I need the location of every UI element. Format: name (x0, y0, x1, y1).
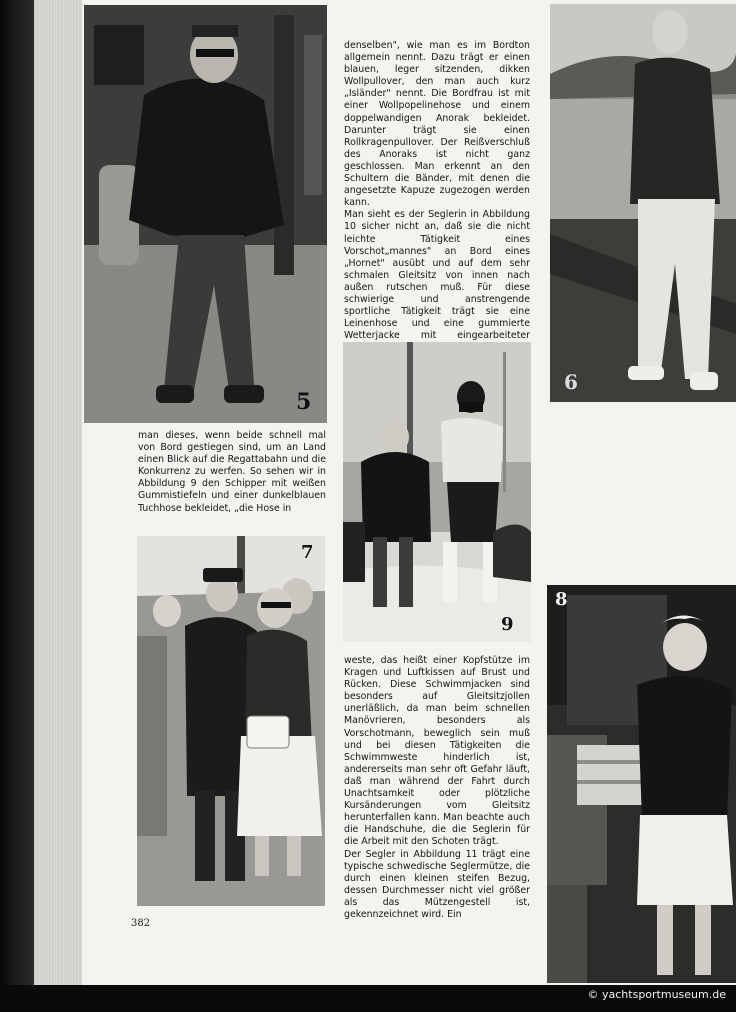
photo-10 (343, 342, 531, 642)
photo-8-image (547, 585, 736, 983)
figure-label-5: 5 (296, 389, 312, 415)
paragraph: weste, das heißt einer Kopfstütze im Kragen und Luftkissen auf Brust und Rücken. Diese Schwimmjacken sind besonders auf Gleitsitzjollen unerläßlich, da man beim schnellen Manövrieren, besonders als Vorschotmann, beweglich sein muß und bei diesen Tätigkeiten die Schwimmweste hinderlich ist, andererseits man sehr oft Gefahr läuft, daß man während der Fahrt durch Unachtsamkeit oder plötzliche Kursänderungen vom Gleitsitz herunterfallen kann. Man beachte auch die Handschuhe, die die Seglerin für die Arbeit mit den Schoten trägt. (344, 655, 530, 848)
photo-6 (550, 4, 736, 402)
photo-6-image (550, 4, 736, 402)
figure-label-9: 9 (501, 614, 514, 635)
photo-8 (547, 585, 736, 983)
text-block-middle-bottom (344, 655, 530, 921)
paragraph: Der Segler in Abbildung 11 trägt eine typische schwedische Seglermütze, die durch einen kleinen steifen Bezug, dessen Durchmesser nicht viel größer als das Mützengestell ist, gekennzeichnet wird. Ein (344, 848, 530, 920)
photo-10-image (343, 342, 531, 642)
figure-label-8: 8 (555, 589, 568, 610)
text-block-left-middle (138, 430, 326, 515)
photo-5-image (84, 5, 327, 423)
book-spine (0, 0, 34, 1012)
figure-label-7: 7 (301, 542, 314, 563)
credit-watermark: © yachtsportmuseum.de (587, 988, 726, 1001)
page-edges (34, 0, 82, 985)
magazine-page (82, 0, 736, 985)
photo-7 (137, 536, 325, 906)
figure-label-6: 6 (564, 370, 578, 394)
page-number: 382 (131, 918, 151, 929)
paragraph: Man sieht es der Seglerin in Abbildung 10 sicher nicht an, daß sie die nicht leichte Tätigkeit eines Vorschot„mannes" an Bord eines „Hornet" ausübt und auf dem sehr schmalen Gleitsitz von innen nach außen rutschen muß. Für diese schwierige und anstrengende sportliche Tätigkeit trägt sie eine Leinenhose und eine gummierte Wetterjacke mit eingearbeiteter (344, 209, 530, 342)
text-block-middle-top (344, 40, 530, 354)
paragraph: man dieses, wenn beide schnell mal von Bord gestiegen sind, um an Land einen Blick auf die Regattabahn und die Konkurrenz zu werfen. So sehen wir in Abbildung 9 den Schipper mit weißen Gummistiefeln und einer dunkelblauen Tuchhose bekleidet, „die Hose in (138, 430, 326, 514)
photo-7-image (137, 536, 325, 906)
paragraph: denselben", wie man es im Bordton allgemein nennt. Dazu trägt er einen blauen, leger sitzenden, dikken Wollpullover, den man auch kurz „Isländer" nennt. Die Bordfrau ist mit einer Wollpopelinehose und einem doppelwandigen Anorak bekleidet. Darunter trägt sie einen Rollkragenpullover. Der Reißverschluß des Anoraks ist nicht ganz geschlossen. Man erkennt an den Schultern die Bänder, mit denen die angesetzte Kapuze zugezogen werden kann. (344, 40, 530, 209)
photo-5 (84, 5, 327, 423)
